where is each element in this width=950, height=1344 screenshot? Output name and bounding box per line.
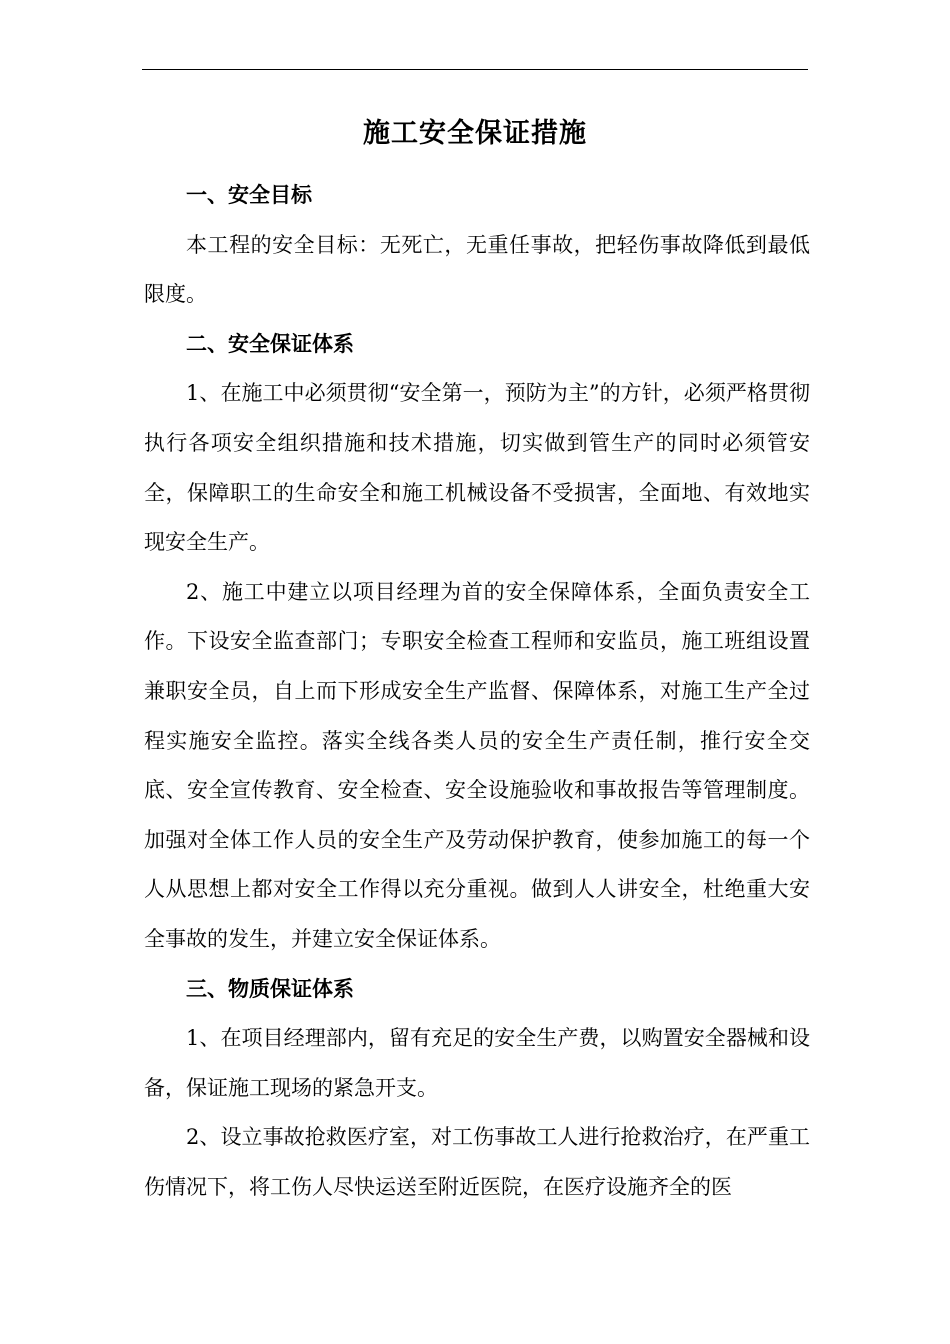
section-heading-safety-system: 二、安全保证体系 [186,331,354,356]
paragraph: 本工程的安全目标：无死亡，无重任事故，把轻伤事故降低到最低限度。 [144,232,810,307]
paragraph: 2、施工中建立以项目经理为首的安全保障体系，全面负责安全工作。下设安全监查部门；专职安全检查工程师和安监员，施工班组设置兼职安全员，自上而下形成安全生产监督、保障体系，对施工生产全过程实施安全监控。落实全线各类人员的安全生产责任制，推行安全交底、安全宣传教育、安全检查、安全设施验收和事故报告等管理制度。加强对全体工作人员的安全生产及劳动保护教育，使参加施工的每一个人从思想上都对安全工作得以充分重视。做到人人讲安全，杜绝重大安全事故的发生，并建立安全保证体系。 [144,579,810,951]
section-heading-material-system: 三、物质保证体系 [186,976,354,1001]
paragraph: 1、在施工中必须贯彻“安全第一，预防为主”的方针，必须严格贯彻执行各项安全组织措施和技术措施，切实做到管生产的同时必须管安全，保障职工的生命安全和施工机械设备不受损害，全面地、有效地实现安全生产。 [144,381,810,555]
header-rule [142,69,808,70]
section-heading-safety-goal: 一、安全目标 [186,183,312,207]
paragraph: 2、设立事故抢救医疗室，对工伤事故工人进行抢救治疗，在严重工伤情况下，将工伤人尽快运送至附近医院，在医疗设施齐全的医 [144,1125,810,1199]
document-title: 施工安全保证措施 [363,118,587,150]
document-body [144,171,810,1212]
paragraph: 1、在项目经理部内，留有充足的安全生产费，以购置安全器械和设备，保证施工现场的紧急开支。 [144,1026,810,1100]
